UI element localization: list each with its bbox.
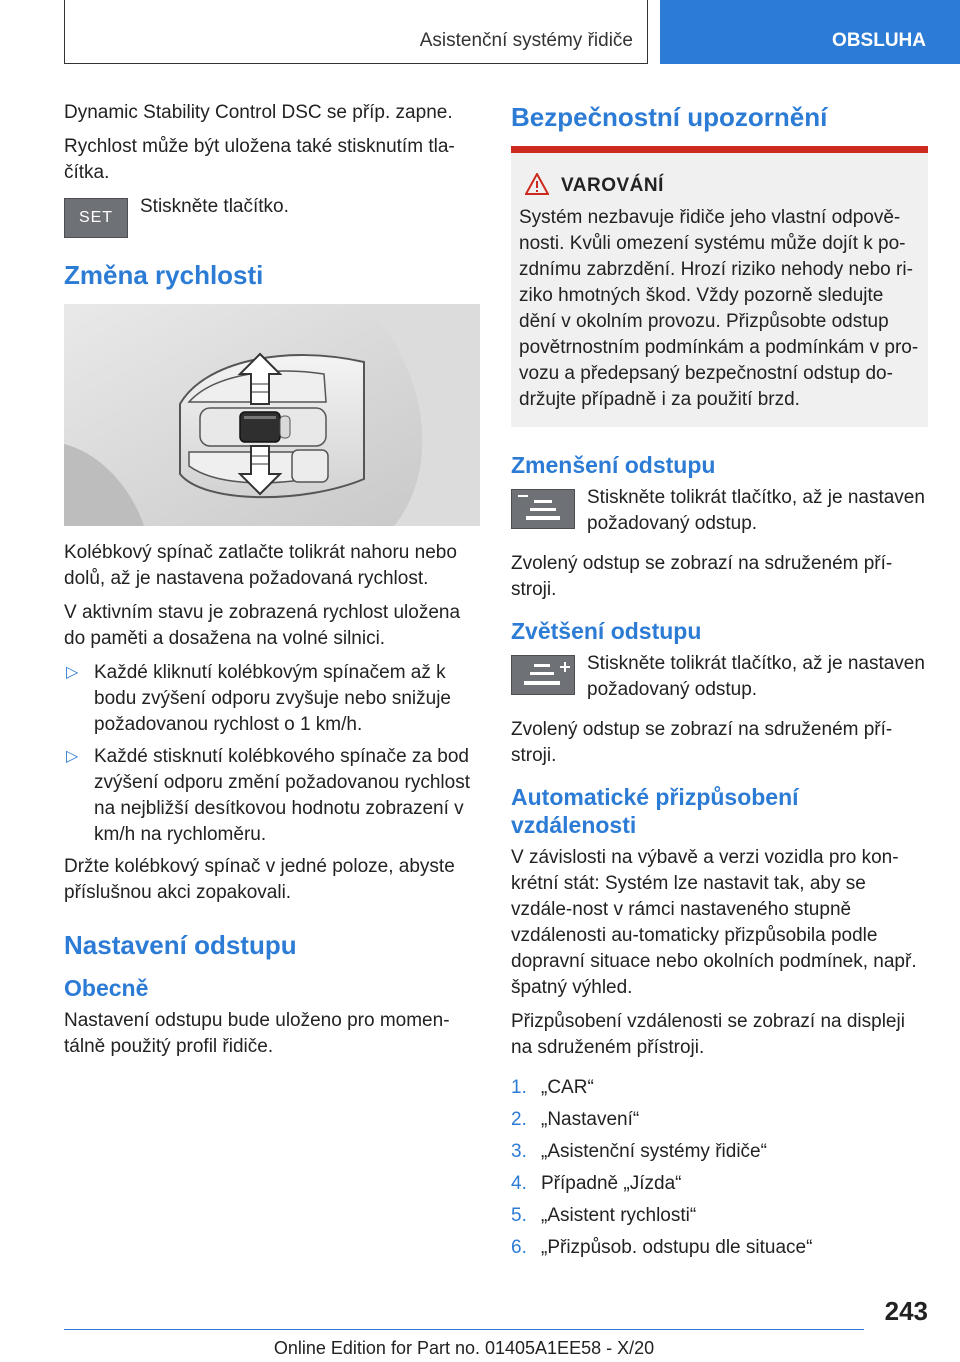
list-item (64, 660, 480, 738)
step-text: Případně „Jízda“ (541, 1173, 682, 1194)
heading-speed-change: Změna rychlosti (64, 260, 264, 290)
paragraph: Dynamic Stability Control DSC se příp. zapne. (64, 102, 453, 123)
increase-instruction: Stiskněte tolikrát tlačítko, až je nastaven požadovaný odstup. (587, 653, 925, 700)
chapter-tab[interactable]: OBSLUHA (660, 0, 960, 64)
step-number: 4. (511, 1173, 527, 1194)
left-column (64, 100, 480, 1068)
page-number: 243 (884, 1296, 928, 1326)
section-title: Asistenční systémy řidiče (419, 30, 633, 51)
triangle-bullet-icon: ▷ (66, 664, 79, 681)
step-number: 6. (511, 1237, 527, 1258)
footer-divider (64, 1329, 864, 1330)
paragraph: Zvolený odstup se zobrazí na sdruženém pří-stroji. (511, 553, 893, 600)
heading-automatic-distance-adjustment: Automatické přizpůsobení vzdálenosti (511, 784, 799, 838)
paragraph: Přizpůsobení vzdálenosti se zobrazí na displeji na sdruženém přístroji. (511, 1011, 905, 1058)
step-number: 5. (511, 1205, 527, 1226)
paragraph: Držte kolébkový spínač v jedné poloze, abyste příslušnou akci zopakovali. (64, 856, 455, 903)
footer-edition: Online Edition for Part no. 01405A1EE58 - X/20 (273, 1338, 655, 1358)
steering-wheel-rocker-switch-illustration (64, 304, 480, 526)
decrease-instruction: Stiskněte tolikrát tlačítko, až je nastaven požadovaný odstup. (587, 487, 925, 534)
warning-box (511, 146, 928, 427)
step-text: „Asistenční systémy řidiče“ (541, 1141, 767, 1162)
step-item (511, 1075, 928, 1101)
heading-increase-distance: Zvětšení odstupu (511, 618, 702, 644)
list-item-text: Každé stisknutí kolébkového spínače za bod zvýšení odporu změní požadovanou rychlost na nejbližší desítkovou hodnotu zobrazení v km/h na rychloměru. (94, 746, 470, 845)
step-item (511, 1203, 928, 1229)
triangle-bullet-icon: ▷ (66, 748, 79, 765)
heading-distance-setting: Nastavení odstupu (64, 930, 297, 960)
step-text: „CAR“ (541, 1077, 594, 1098)
step-text: „Přizpůsob. odstupu dle situace“ (541, 1237, 813, 1258)
step-item (511, 1171, 928, 1197)
step-number: 3. (511, 1141, 527, 1162)
header-frame (64, 0, 648, 64)
increase-button-row (511, 651, 928, 703)
list-item (64, 744, 480, 848)
bullet-list (64, 660, 480, 848)
step-item (511, 1107, 928, 1133)
set-button-icon: SET (64, 198, 128, 238)
paragraph: Kolébkový spínač zatlačte tolikrát nahoru nebo dolů, až je nastavena požadovaná rychlost. (64, 542, 457, 589)
set-instruction: Stiskněte tlačítko. (140, 196, 289, 217)
decrease-button-row (511, 485, 928, 537)
step-text: „Nastavení“ (541, 1109, 640, 1130)
list-item-text: Každé kliknutí kolébkovým spínačem až k bodu zvýšení odporu zvyšuje nebo snižuje požadovanou rychlost o 1 km/h. (94, 662, 452, 735)
warning-title: VAROVÁNÍ (561, 175, 664, 196)
warning-text: Systém nezbavuje řidiče jeho vlastní odpově-nosti. Kvůli omezení systému může dojít k po-zdnímu zabrzdění. Hrozí riziko nehody nebo ri-ziko hmotných škod. Vždy pozorně sledujte dění v okolním provozu. Přizpůsobte odstup povětrnostním podmínkám a podmínkám v pro-vozu a předepsaný bezpečnostní odstup do-držujte případně i za použití brzd. (519, 207, 919, 410)
paragraph: Nastavení odstupu bude uloženo pro momen-tálně použitý profil řidiče. (64, 1010, 450, 1057)
step-number: 2. (511, 1109, 527, 1130)
heading-safety-notes: Bezpečnostní upozornění (511, 102, 828, 132)
set-button-row (64, 194, 480, 242)
paragraph: V závislosti na výbavě a verzi vozidla pro kon-krétní stát: Systém lze nastavit tak, aby se vzdále-nost v rámci nastaveného stupně vzdálenosti au-tomaticky přizpůsobila podle dopravní situace nebo okolních podmínek, např. špatný výhled. (511, 847, 917, 998)
paragraph: Rychlost může být uložena také stisknutím tla-čítka. (64, 136, 455, 183)
step-item (511, 1235, 928, 1261)
distance-decrease-icon (511, 489, 575, 529)
right-column (511, 100, 928, 1267)
distance-increase-icon (511, 655, 575, 695)
heading-decrease-distance: Zmenšení odstupu (511, 452, 716, 478)
warning-triangle-icon (525, 173, 549, 195)
step-text: „Asistent rychlosti“ (541, 1205, 697, 1226)
step-number: 1. (511, 1077, 527, 1098)
paragraph: V aktivním stavu je zobrazená rychlost uložena do paměti a dosažena na volné silnici. (64, 602, 461, 649)
step-item (511, 1139, 928, 1165)
heading-general: Obecně (64, 975, 149, 1001)
steps-list (511, 1075, 928, 1261)
paragraph: Zvolený odstup se zobrazí na sdruženém pří-stroji. (511, 719, 893, 766)
warning-title-row (519, 173, 920, 199)
